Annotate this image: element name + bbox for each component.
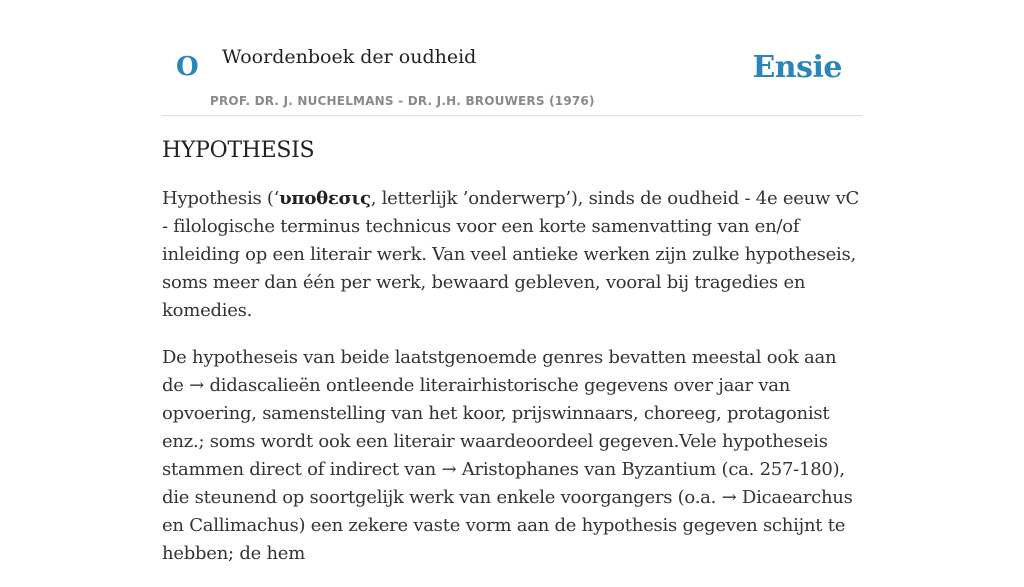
article [162,138,862,587]
book-header [162,40,862,116]
brand-logo[interactable]: Ensie [752,50,842,85]
paragraph-text: Hypothesis (‘ [162,188,280,209]
book-authors: PROF. DR. J. NUCHELMANS - DR. J.H. BROUWERS (1976) [210,94,595,108]
article-headword: HYPOTHESIS [162,138,315,163]
article-paragraph-2: De hypotheseis van beide laatstgenoemde genres bevatten meestal ook aan de → didascalieën ontleende literairhistorische gegevens over jaar van opvoering, samenstelling van het koor, prijswinnaars, choreeg, protagonist enz.; soms wordt ook een literair waardeoordeel gegeven.Vele hypotheseis stammen direct of indirect van → Aristophanes van Byzantium (ca. 257-180), die steunend op soortgelijk werk van enkele voorgangers (o.a. → Dicaearchus en Callimachus) een zekere vaste vorm aan de hypothesis gegeven schijnt te hebben; de hem [162,347,853,564]
paragraph-text: , letterlijk ’onderwerp’), sinds de oudheid - 4e eeuw vC - filologische terminus technicus voor een korte samenvatting van en/of inleiding op een literair werk. Van veel antieke werken zijn zulke hypotheseis, soms meer dan één per werk, bewaard gebleven, vooral bij tragedies en komedies. [162,188,860,321]
greek-term: υποθεσις [279,188,371,209]
article-paragraph-1 [162,185,862,325]
book-title[interactable]: Woordenboek der oudheid [222,46,477,68]
index-letter[interactable]: O [176,52,199,82]
